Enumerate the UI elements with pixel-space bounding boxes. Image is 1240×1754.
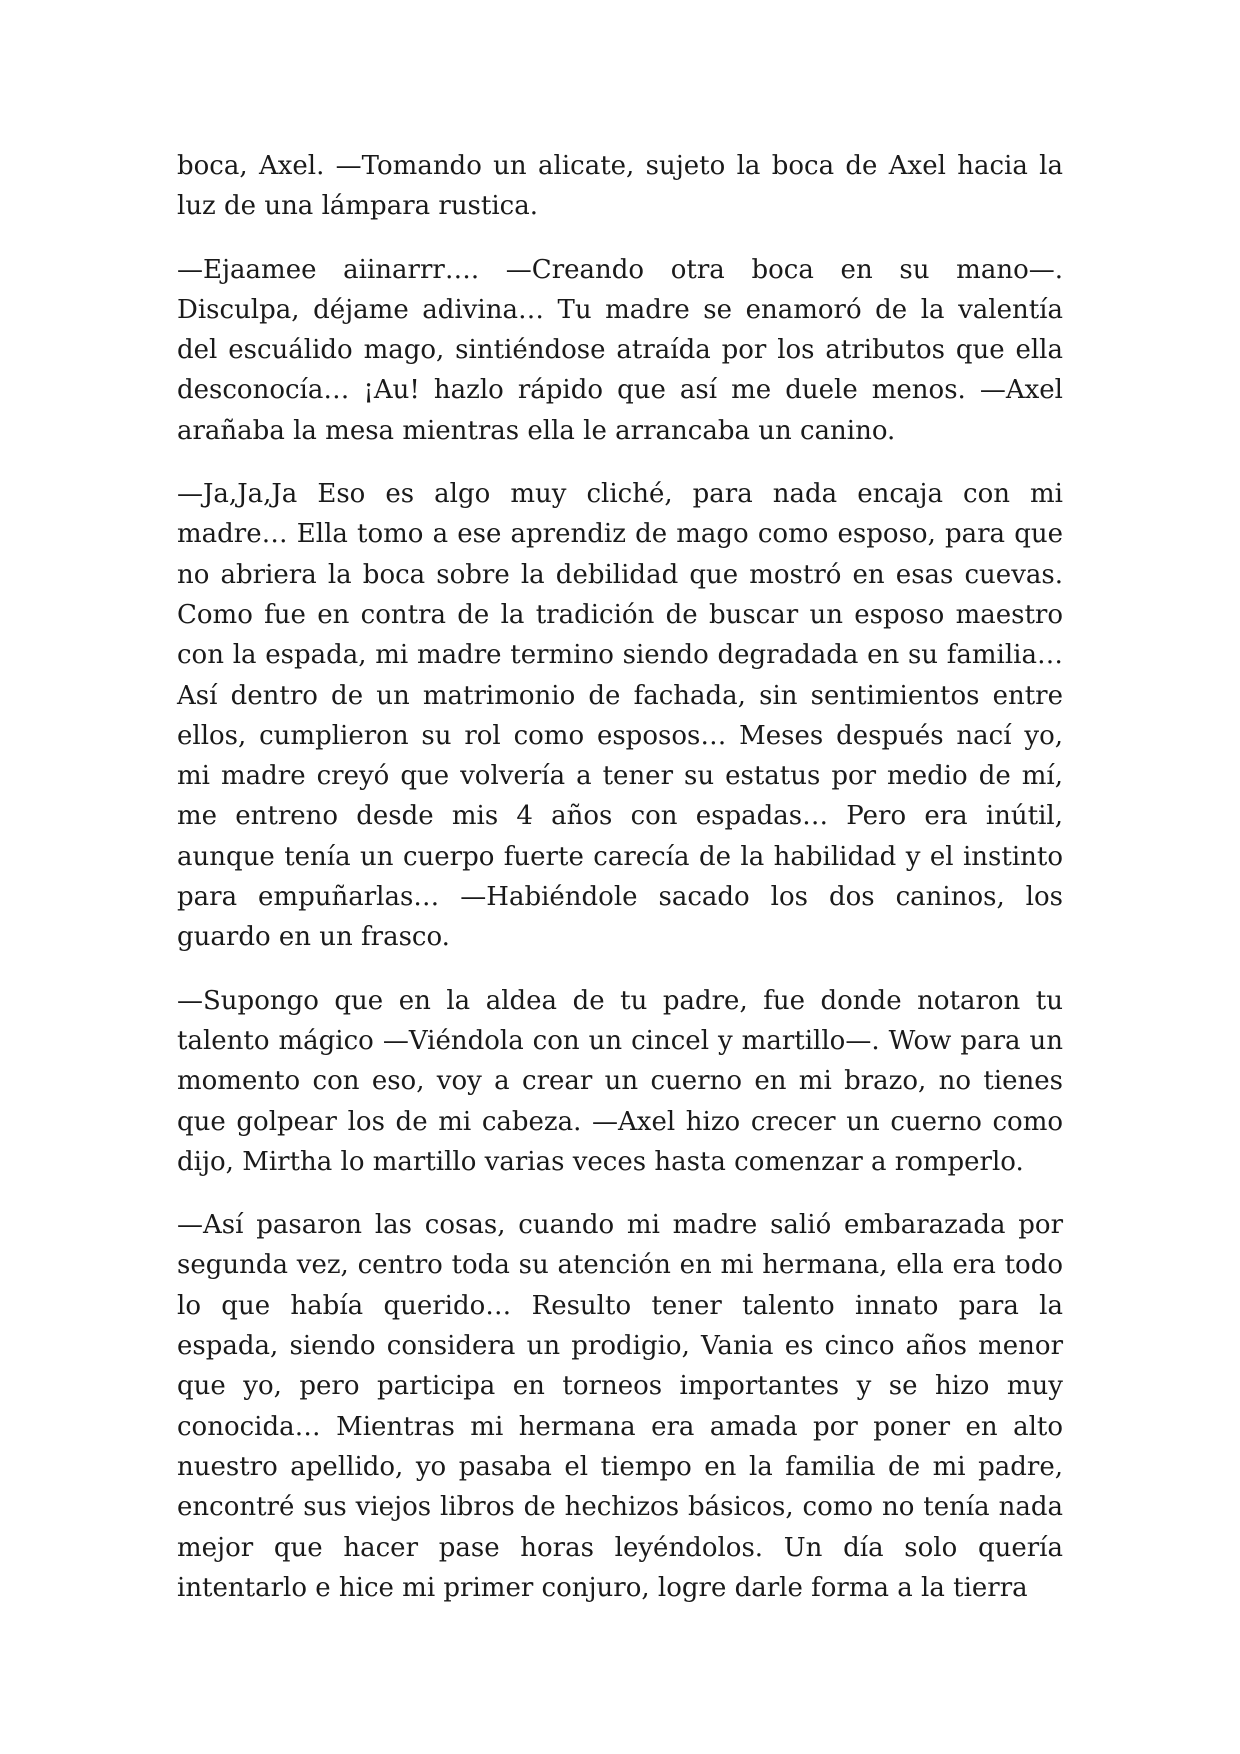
paragraph-4: —Supongo que en la aldea de tu padre, fue donde notaron tu talento mágico —Viéndola con un cincel y martillo—. Wow para un momento con eso, voy a crear un cuerno en mi brazo, no tienes que golpear los de mi cabeza. —Axel hizo crecer un cuerno como dijo, Mirtha lo martillo varias veces hasta comenzar a romperlo. xyxy=(177,985,1063,1177)
paragraph-3: —Ja,Ja,Ja Eso es algo muy cliché, para nada encaja con mi madre… Ella tomo a ese aprendiz de mago como esposo, para que no abriera la boca sobre la debilidad que mostró en esas cuevas. Como fue en contra de la tradición de buscar un esposo maestro con la espada, mi madre termino siendo degradada en su familia… Así dentro de un matrimonio de fachada, sin sentimientos entre ellos, cumplieron su rol como esposos… Meses después nací yo, mi madre creyó que volvería a tener su estatus por medio de mí, me entreno desde mis 4 años con espadas… Pero era inútil, aunque tenía un cuerpo fuerte carecía de la habilidad y el instinto para empuñarlas… —Habiéndole sacado los dos caninos, los guardo en un frasco. xyxy=(177,479,1063,953)
paragraph-2: —Ejaamee aiinarrr…. —Creando otra boca en su mano—. Disculpa, déjame adivina… Tu madre se enamoró de la valentía del escuálido mago, sintiéndose atraída por los atributos que ella desconocía… ¡Au! hazlo rápido que así me duele menos. —Axel arañaba la mesa mientras ella le arrancaba un canino. xyxy=(177,254,1063,446)
paragraph-5: —Así pasaron las cosas, cuando mi madre salió embarazada por segunda vez, centro toda su atención en mi hermana, ella era todo lo que había querido… Resulto tener talento innato para la espada, siendo considera un prodigio, Vania es cinco años menor que yo, pero participa en torneos importantes y se hizo muy conocida… Mientras mi hermana era amada por poner en alto nuestro apellido, yo pasaba el tiempo en la familia de mi padre, encontré sus viejos libros de hechizos básicos, como no tenía nada mejor que hacer pase horas leyéndolos. Un día solo quería intentarlo e hice mi primer conjuro, logre darle forma a la tierra xyxy=(177,1210,1063,1603)
paragraph-1: boca, Axel. —Tomando un alicate, sujeto la boca de Axel hacia la luz de una lámpara rustica. xyxy=(177,151,1063,222)
page-body xyxy=(177,146,1063,1631)
